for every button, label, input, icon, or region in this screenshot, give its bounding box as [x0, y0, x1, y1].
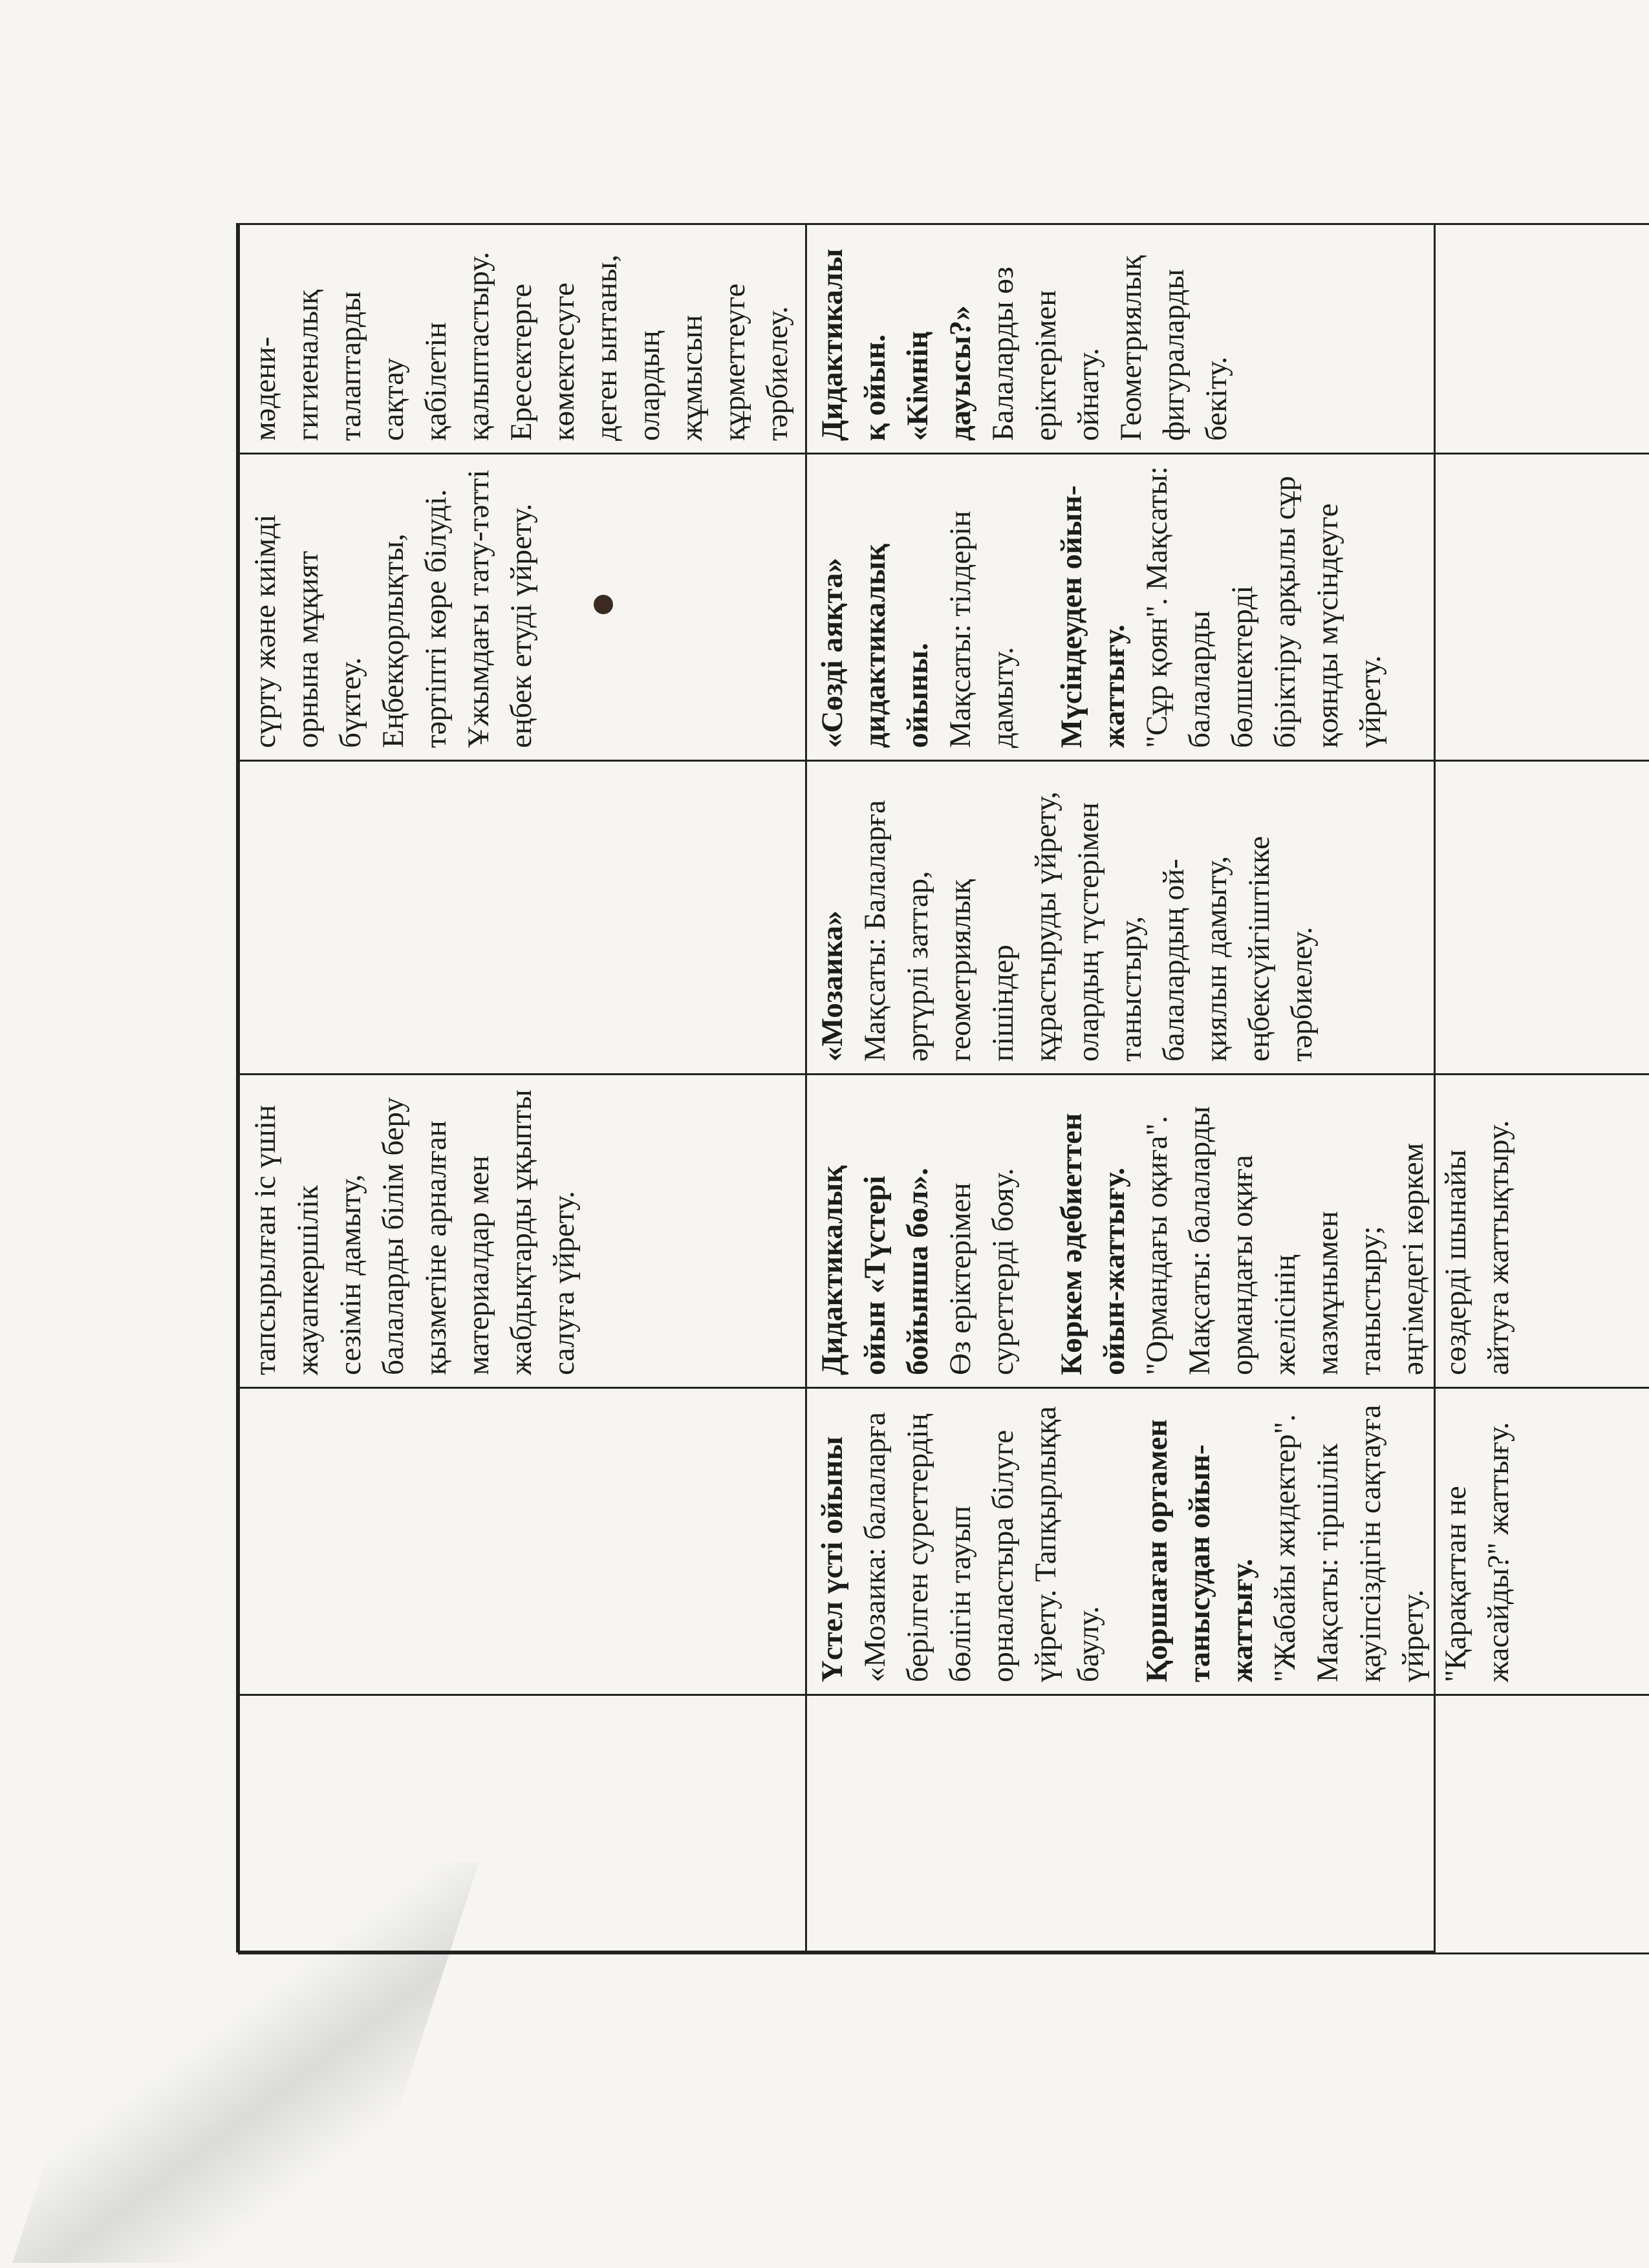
cell-heading: Дидактикалық ойын. «Кімнің дауысы?» [815, 248, 977, 441]
schedule-table-frame [236, 223, 1515, 1952]
schedule-table [238, 223, 1649, 1954]
cell-text: Өз еріктерімен суреттерді бояу. [943, 1168, 1020, 1375]
table-cell [806, 224, 1649, 454]
cell-heading: Қоршаған ортамен танысудан ойын-жаттығу. [1140, 1419, 1259, 1682]
table-cell [239, 224, 806, 454]
table-cell [239, 1695, 806, 1954]
cell-text: тапсырылған іс үшін жауапкершілік сезімін дамыту, балаларды білім беру қызметіне арналған материалдар мен жабдықтарды ұқыпты салуға үйрету. [248, 1089, 581, 1375]
cell-text: "Сұр қоян". Мақсаты: балаларды бөлшектерді біріктіру арқылы сұр қоянды мүсіндеуге үйрету. [1140, 466, 1387, 748]
cell-gap [1110, 1400, 1136, 1682]
cell-text: сүрту және киімді орнына мұқият бүктеу. Еңбекқорлықты, тәртіпті көре білуді. Ұжымдағы тату-тәтті еңбек етуді үйрету. [248, 469, 538, 748]
cell-heading: «Сөзді аяқта» дидактикалық ойыны. [815, 544, 934, 748]
table-cell [806, 1075, 1649, 1388]
cell-heading: Мүсіндеуден ойын-жаттығу. [1055, 485, 1131, 748]
table-row [806, 224, 1649, 1954]
cell-gap [1024, 1087, 1050, 1375]
table-row [239, 224, 806, 1954]
table-cell [239, 1075, 806, 1388]
cell-text: Мақсаты: тілдерін дамыту. [943, 510, 1020, 748]
table-cell [806, 1695, 1649, 1954]
cell-text: Балаларды өз еріктерімен ойнату. Геометриялық фигураларды бекіту. [986, 255, 1233, 441]
cell-heading: Көркем әдебиеттен ойын-жаттығу. [1055, 1113, 1131, 1375]
scan-artifact [744, 26, 899, 39]
cell-text: "Жабайы жидектер". Мақсаты: тіршілік қауіпсіздігін сақтауға үйрету. [1268, 1404, 1430, 1682]
cell-text: Мақсаты: Балаларға әртүрлі заттар, геометриялық пішіндер құрастыруды үйрету, олардың түстерімен таныстыру, балалардың ой-қиялын дамыту, еңбексүйгіштікке тәрбиелеу. [858, 791, 1319, 1062]
cell-heading: Дидактикалық ойын «Түстері бойынша бөл». [815, 1165, 934, 1375]
rotated-table [238, 225, 1515, 1954]
table-cell [239, 1388, 806, 1695]
table-cell [806, 454, 1649, 761]
table-body [239, 224, 1649, 1954]
table-cell [806, 761, 1649, 1075]
cell-text: "Ормандағы оқиға". Мақсаты: балаларды ормандағы оқиға желісінің мазмұнымен таныстыру; әңгімедегі көркем сөздерді шынайы айтуға жаттықтыру. [1140, 1106, 1515, 1375]
cell-heading: Үстел үсті ойыны [815, 1436, 849, 1682]
table-cell [239, 454, 806, 761]
table-cell [239, 761, 806, 1075]
cell-text: "Қарақаттан не жасайды?" жаттығу. [1439, 1422, 1515, 1682]
cell-gap [1024, 466, 1050, 748]
cell-text: мәдени-гигиеналық талаптарды сақтау қабілетін қалыптастыру. Ересектерге көмектесуге деген ынтаны, олардың жұмысын құрметтеуге тәрбиелеу. [248, 251, 794, 441]
cell-heading: «Мозаика» [815, 910, 849, 1062]
table-cell [806, 1388, 1649, 1695]
cell-text: «Мозаика: балаларға берілген суреттердің бөлігін тауып орналастыра білуге үйрету. Тапқырлыққа баулу. [858, 1406, 1105, 1682]
